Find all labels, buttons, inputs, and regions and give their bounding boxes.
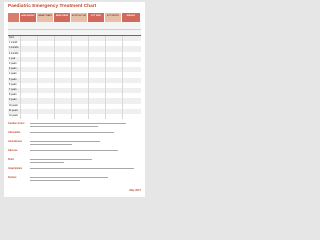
- table-gridline: [37, 36, 38, 119]
- age-cell: 9 years: [9, 99, 17, 102]
- header-label: RESP RATE: [55, 15, 69, 18]
- note-text-line: [30, 162, 64, 163]
- age-cell: 4 years: [9, 73, 17, 76]
- page-title: Paediatric Emergency Treatment Chart: [8, 4, 97, 9]
- note-text-line: [30, 126, 98, 127]
- note-label: Cardiac Arrest: [8, 122, 25, 125]
- header-label: SYSTOLIC BP: [71, 15, 87, 18]
- header-col-0: [8, 13, 20, 22]
- table-gridline: [122, 36, 123, 119]
- note-label: Glucose: [8, 149, 18, 152]
- dosage-table: [8, 36, 141, 119]
- note-line: [8, 140, 141, 146]
- note-label: Seizure: [8, 176, 17, 179]
- table-cell: [122, 114, 141, 119]
- footer-date: May 2017: [129, 189, 141, 192]
- table-gridline: [71, 36, 72, 119]
- header-label: HEART RATE: [38, 15, 52, 18]
- note-label: Adrenaline: [8, 131, 21, 134]
- header-col-5: [88, 13, 105, 22]
- note-label: Anaphylaxis: [8, 167, 23, 170]
- note-text-line: [30, 180, 80, 181]
- note-text-line: [30, 177, 108, 178]
- age-cell: 3 months: [9, 47, 19, 50]
- note-line: [8, 149, 141, 155]
- table-cell: [71, 114, 88, 119]
- note-text-line: [30, 144, 72, 145]
- note-line: [8, 122, 141, 128]
- note-label: Amiodarone: [8, 140, 22, 143]
- note-text-line: [30, 132, 114, 133]
- note-text-line: [30, 159, 92, 160]
- note-text-line: [30, 123, 126, 124]
- age-cell: 6 years: [9, 83, 17, 86]
- footer: [8, 188, 141, 194]
- age-cell: 10 years: [9, 104, 18, 107]
- note-line: [8, 131, 141, 137]
- table-cell: [54, 114, 71, 119]
- age-cell: 3 years: [9, 68, 17, 71]
- header-col-4: [71, 13, 88, 22]
- table-cell: [105, 114, 122, 119]
- header-label: ETT DEPTH: [106, 15, 120, 18]
- note-line: [8, 167, 141, 173]
- header-col-3: [54, 13, 71, 22]
- age-cell: 2 years: [9, 63, 17, 65]
- age-cell: 1 year: [9, 57, 16, 60]
- header-col-1: [20, 13, 37, 22]
- age-cell: 5 years: [9, 78, 17, 81]
- table-gridline: [54, 36, 55, 119]
- header-label: [8, 13, 19, 15]
- table-gridline: [105, 36, 106, 119]
- header-col-2: [37, 13, 54, 22]
- age-cell: 12 years: [9, 115, 18, 117]
- note-text-line: [30, 141, 100, 142]
- header-label: AGE GROUP: [21, 15, 35, 18]
- note-line: [8, 158, 141, 164]
- age-cell: 8 years: [9, 94, 17, 97]
- header-col-6: [105, 13, 122, 22]
- age-cell: Term: [9, 37, 15, 39]
- table-cell: [88, 114, 105, 119]
- header-label: ETT SIZE: [91, 15, 101, 18]
- age-cell: 11 years: [9, 109, 18, 112]
- note-line: [8, 176, 141, 182]
- age-cell: 6 months: [9, 52, 19, 55]
- header-col-7: [122, 13, 141, 22]
- age-cell: 7 years: [9, 89, 17, 91]
- note-label: Fluid: [8, 158, 14, 161]
- table-cell: [37, 114, 54, 119]
- table-gridline: [88, 36, 89, 119]
- note-text-line: [30, 150, 118, 151]
- chart-sheet: [4, 2, 145, 197]
- table-cell: [20, 114, 37, 119]
- age-cell: 1 month: [9, 42, 18, 45]
- header-label: WEIGHT: [126, 15, 136, 18]
- table-gridline: [20, 36, 21, 119]
- note-text-line: [30, 168, 134, 169]
